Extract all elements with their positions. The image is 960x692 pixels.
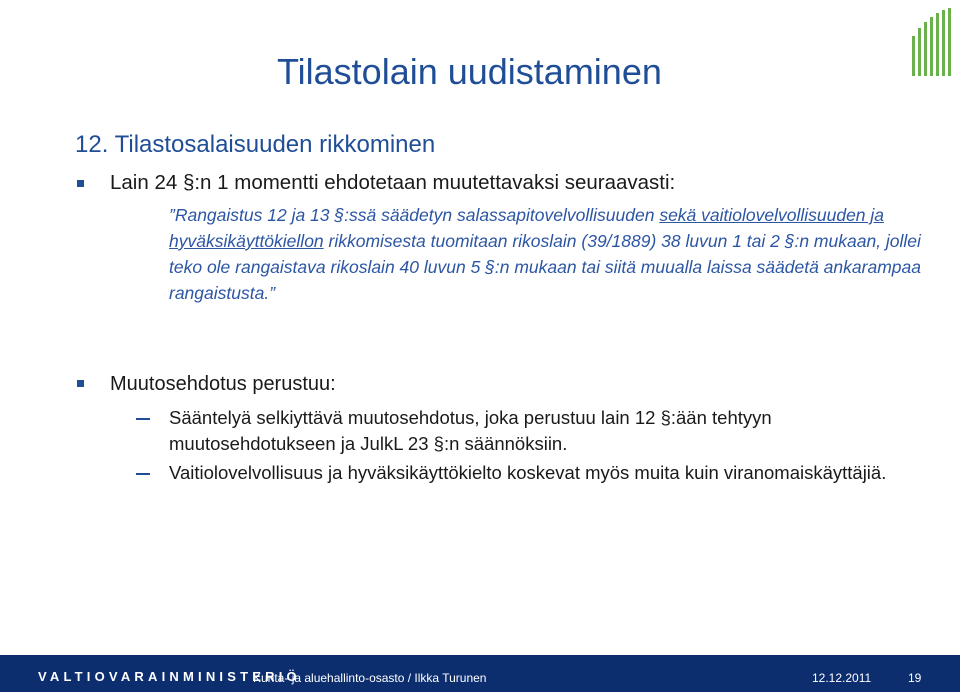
slide-title: Tilastolain uudistaminen — [277, 51, 662, 92]
bullet-square-icon — [77, 180, 84, 187]
dash-icon — [136, 418, 150, 420]
bullet-square-icon — [77, 380, 84, 387]
quote-part-1: ”Rangaistus 12 ja 13 §:ssä säädetyn salassapitovelvollisuuden — [169, 205, 660, 225]
bullet-text: Muutosehdotus perustuu: — [110, 373, 336, 395]
footer-organization: Kunta- ja aluehallinto-osasto / Ilkka Turunen — [253, 671, 487, 685]
quote-underlined: sekä vaitiolovelvollisuuden ja hyväksikäyttökiellon — [169, 205, 885, 251]
logo-bars-icon — [910, 8, 952, 76]
sub-item: Sääntelyä selkiyttävä muutosehdotus, joka perustuu lain 12 §:ään tehtyyn muutosehdotukseen ja JulkL 23 §:n säännöksiin. — [169, 407, 772, 454]
footer-date: 12.12.2011 — [812, 671, 872, 685]
dash-icon — [136, 473, 150, 475]
footer-bar — [0, 655, 960, 692]
bullet-text: Lain 24 §:n 1 momentti ehdotetaan muutettavaksi seuraavasti: — [110, 171, 676, 194]
sub-item: Vaitiolovelvollisuus ja hyväksikäyttökielto koskevat myös muita kuin viranomaiskäyttäjiä. — [169, 462, 887, 483]
quote-part-2: rikkomisesta tuomitaan rikoslain (39/1889) 38 luvun 1 tai 2 §:n mukaan, jollei teko ole rangaistava rikoslain 40 luvun 5 §:n mukaan tai siitä muualla laissa säädetä ankarampaa rangaistusta.” — [169, 231, 921, 303]
law-quote — [169, 202, 929, 306]
ministry-logo-text: VALTIOVARAINMINISTERIÖ — [38, 669, 301, 684]
section-heading: 12. Tilastosalaisuuden rikkominen — [75, 131, 436, 158]
page-number: 19 — [908, 671, 922, 685]
